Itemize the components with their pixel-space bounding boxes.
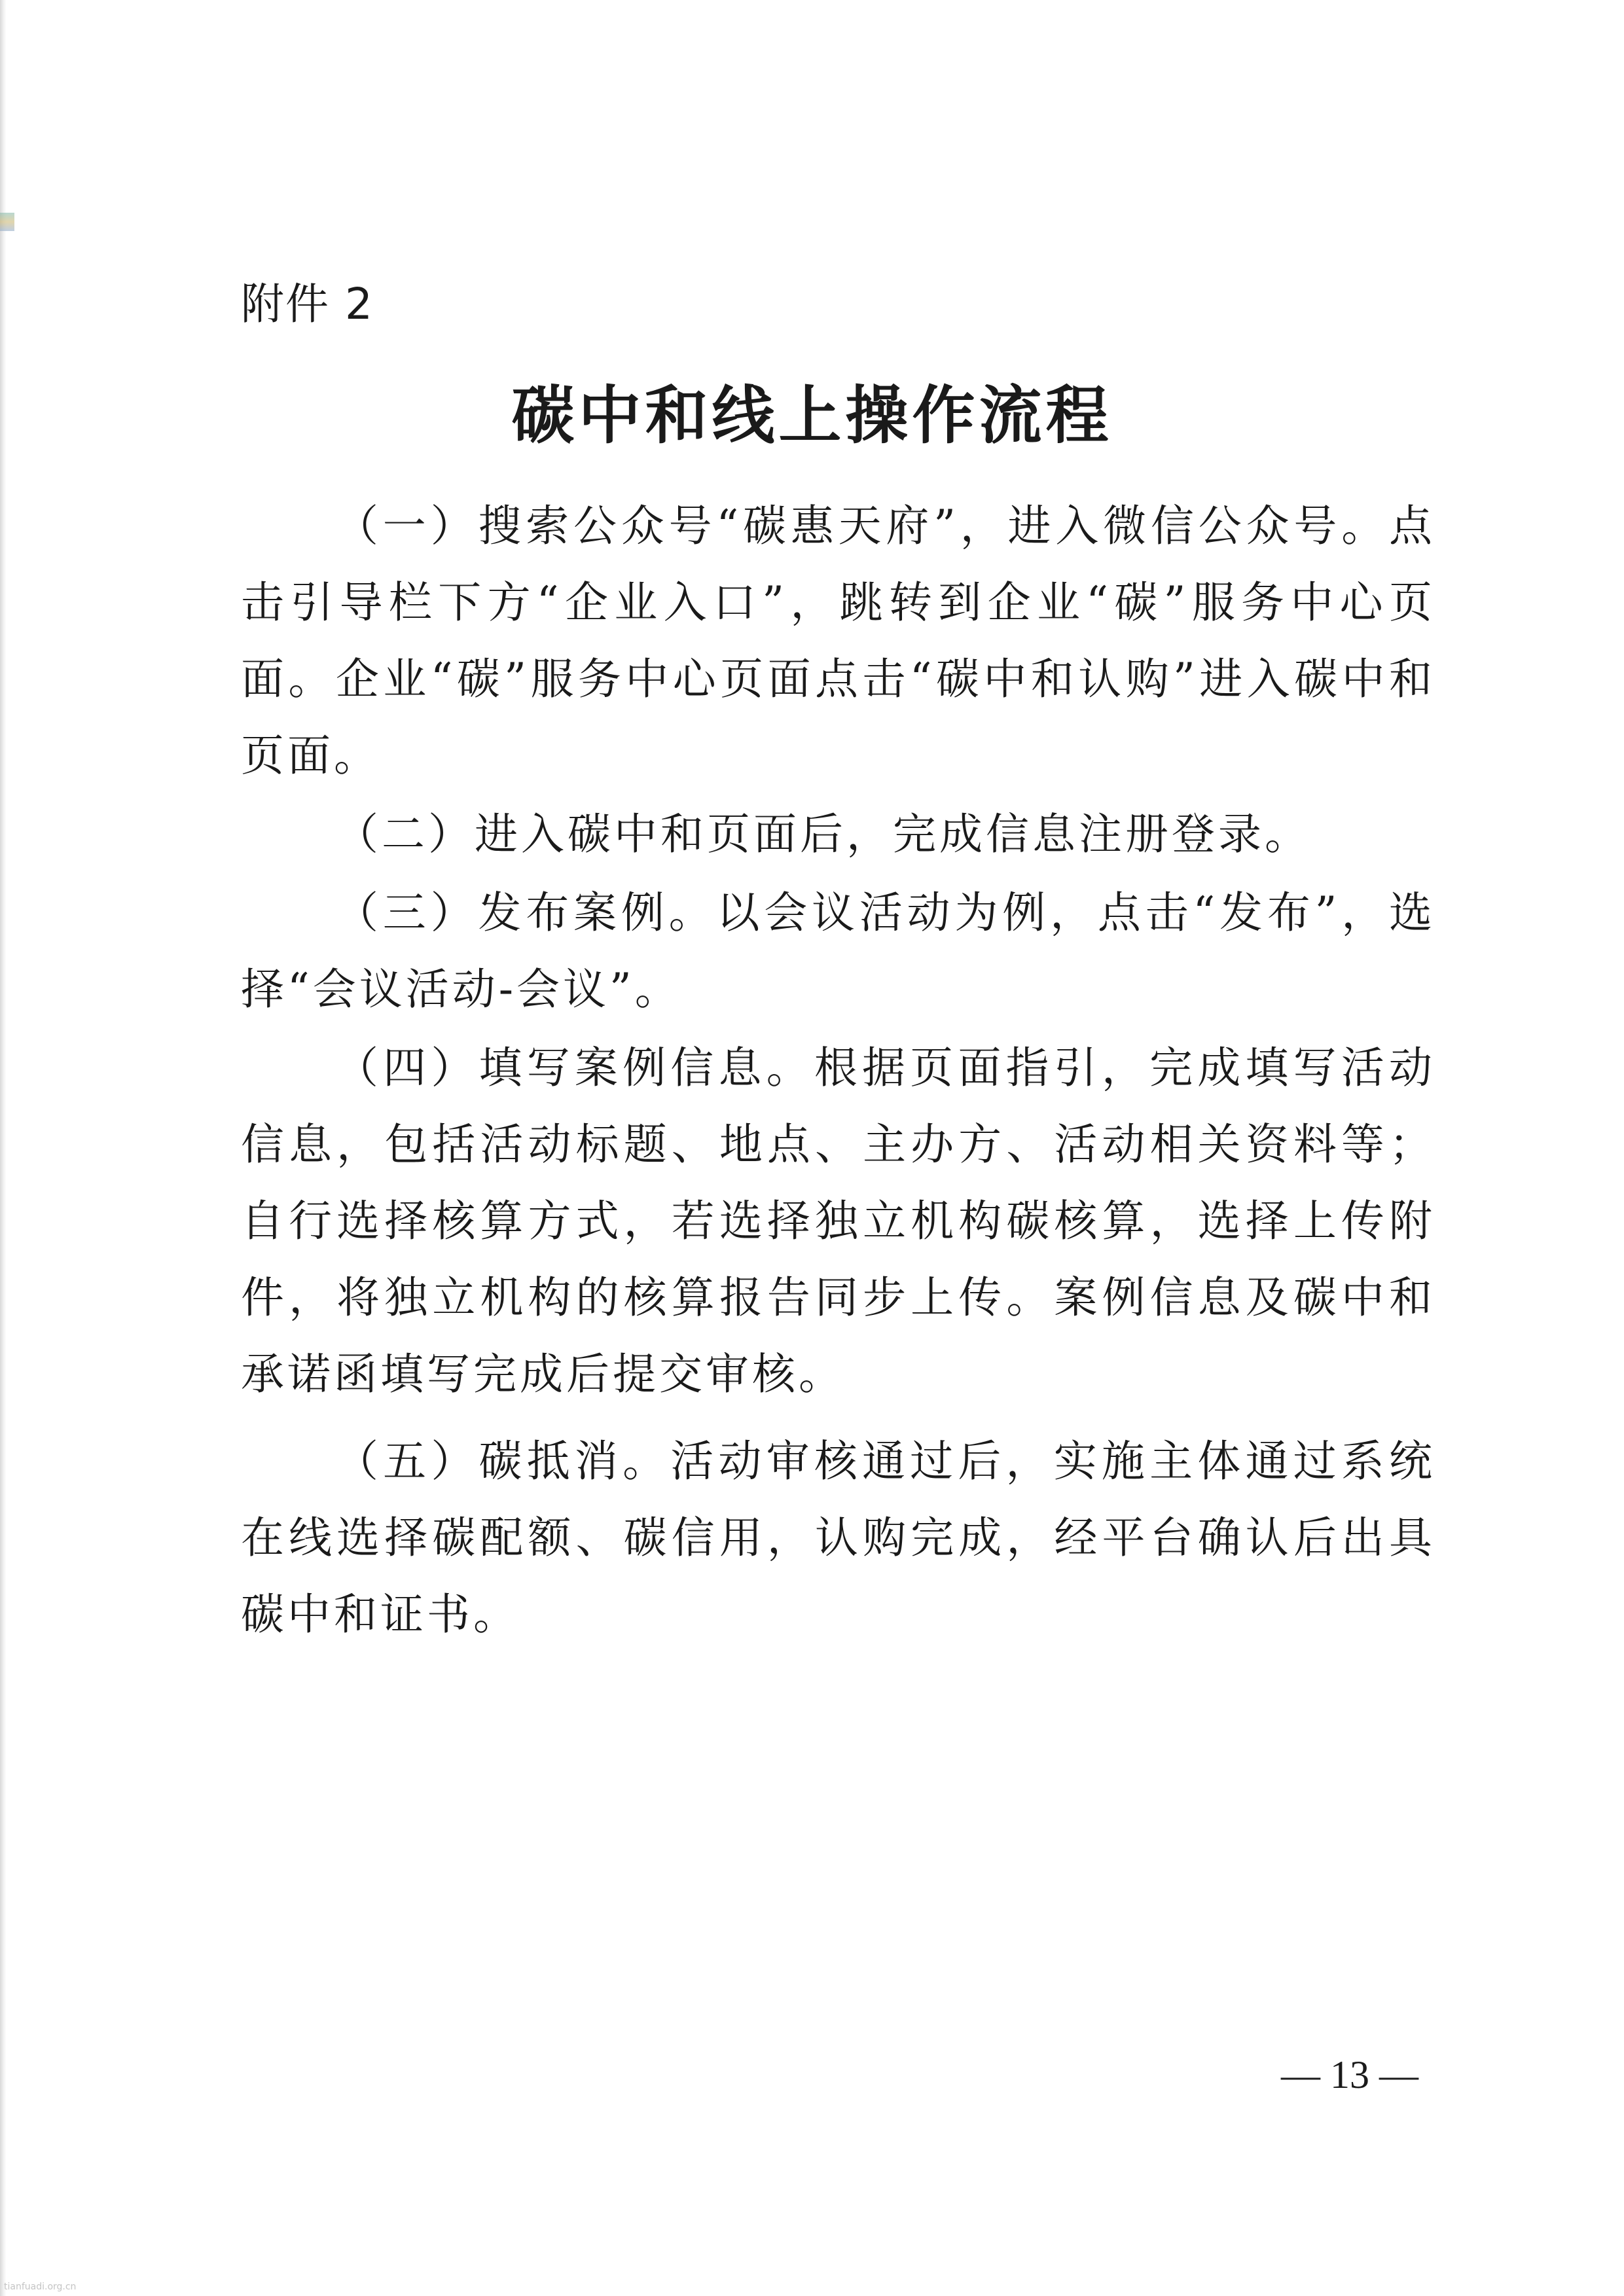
attachment-label: 附件 2	[241, 279, 374, 329]
paragraph-step-3: （三）发布案例。以会议活动为例，点击“发布”，选择“会议活动-会议”。	[241, 888, 1435, 1014]
document-body	[241, 488, 1435, 1655]
paragraph-step-2: （二）进入碳中和页面后，完成信息注册登录。	[335, 809, 1311, 859]
document-title: 碳中和线上操作流程	[511, 379, 1113, 452]
paragraph-step-1: （一）搜索公众号“碳惠天府”，进入微信公众号。点击引导栏下方“企业入口”，跳转到企业“碳”服务中心页面。企业“碳”服务中心页面点击“碳中和认购”进入碳中和页面。	[241, 501, 1435, 781]
paragraph-step-5: （五）碳抵消。活动审核通过后，实施主体通过系统在线选择碳配额、碳信用，认购完成，经平台确认后出具碳中和证书。	[241, 1436, 1435, 1640]
paragraph-step-4: （四）填写案例信息。根据页面指引，完成填写活动信息，包括活动标题、地点、主办方、活动相关资料等；自行选择核算方式，若选择独立机构碳核算，选择上传附件，将独立机构的核算报告同步上传。案例信息及碳中和承诺函填写完成后提交审核。	[241, 1043, 1435, 1399]
page-number: — 13 —	[1281, 2053, 1418, 2096]
watermark-text: tianfuadi.org.cn	[4, 2282, 77, 2292]
